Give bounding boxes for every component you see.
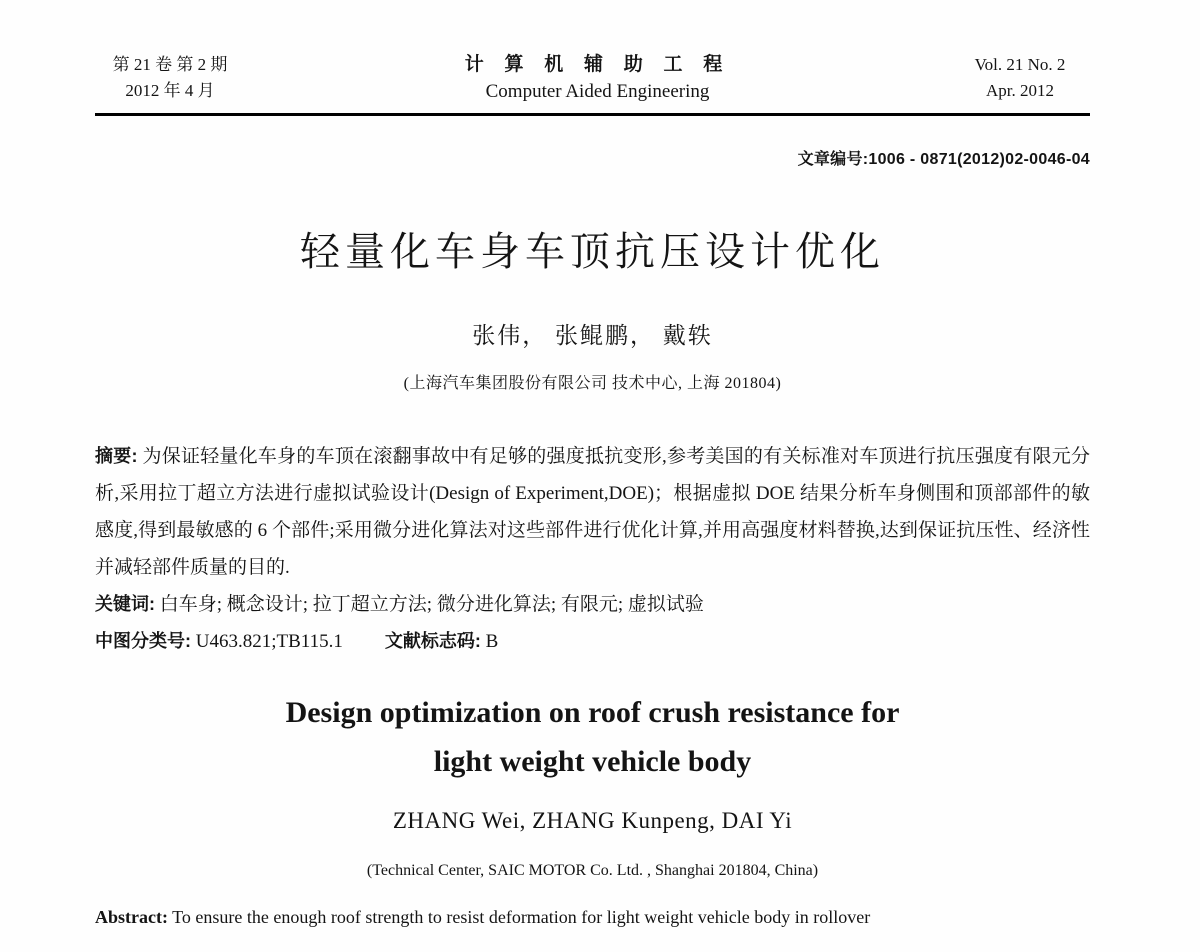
affiliation-cn: (上海汽车集团股份有限公司 技术中心, 上海 201804) [403,375,782,392]
article-title-cn: 轻量化车身车顶抗压设计优化 [300,229,885,274]
clc-label: 中图分类号: [95,631,191,651]
keywords-label-cn: 关键词: [95,594,155,614]
journal-name-cn: 计 算 机 辅 助 工 程 [464,54,731,75]
date-en: Apr. 2012 [986,81,1054,100]
abstract-cn [95,438,1090,586]
title-en-line1: Design optimization on roof crush resistance for [285,696,900,729]
abstract-label-cn: 摘要: [95,446,138,466]
affiliation-en: (Technical Center, SAIC MOTOR Co. Ltd. , Shanghai 201804, China) [366,862,819,879]
authors-en: ZHANG Wei, ZHANG Kunpeng, DAI Yi [392,808,793,833]
classification-line [95,623,1090,660]
journal-name-en: Computer Aided Engineering [485,81,710,102]
authors-cn: 张伟， 张鲲鹏， 戴轶 [472,323,713,348]
header-rule [95,113,1090,116]
masthead-journal-name [245,52,950,106]
journal-masthead [95,52,1090,106]
volume-issue-en: Vol. 21 No. 2 [974,55,1066,74]
abstract-en [95,902,1090,932]
abstract-text-en: To ensure the enough roof strength to resist deformation for light weight vehicle body in rollover [167,907,871,927]
clc-value: U463.821;TB115.1 [191,631,343,652]
abstract-label-en: Abstract: [95,907,168,927]
keywords-cn [95,586,1090,623]
date-cn: 2012 年 4 月 [125,81,215,100]
keywords-text-cn: 白车身; 概念设计; 拉丁超立方法; 微分进化算法; 有限元; 虚拟试验 [155,594,704,615]
volume-issue-cn: 第 21 卷 第 2 期 [112,55,228,74]
masthead-volume-issue-en [950,52,1090,104]
article-number: 文章编号:1006 - 0871(2012)02-0046-04 [797,151,1090,168]
doc-code-label: 文献标志码: [384,631,481,651]
title-en-line2: light weight vehicle body [433,745,752,778]
abstract-text-cn: 为保证轻量化车身的车顶在滚翻事故中有足够的强度抵抗变形,参考美国的有关标准对车顶进行抗压强度有限元分析,采用拉丁超立方法进行虚拟试验设计(Design of Experiment,DOE)；根据虚拟 DOE 结果分析车身侧围和顶部部件的敏感度,得到最敏感的 6 个部件;采用微分进化算法对这些部件进行优化计算,并用高强度材料替换,达到保证抗压性、经济性并减轻部件质量的目的. [95,446,1090,578]
doc-code-value: B [480,631,499,652]
masthead-volume-issue [95,52,245,104]
article-title-en [95,688,1090,786]
